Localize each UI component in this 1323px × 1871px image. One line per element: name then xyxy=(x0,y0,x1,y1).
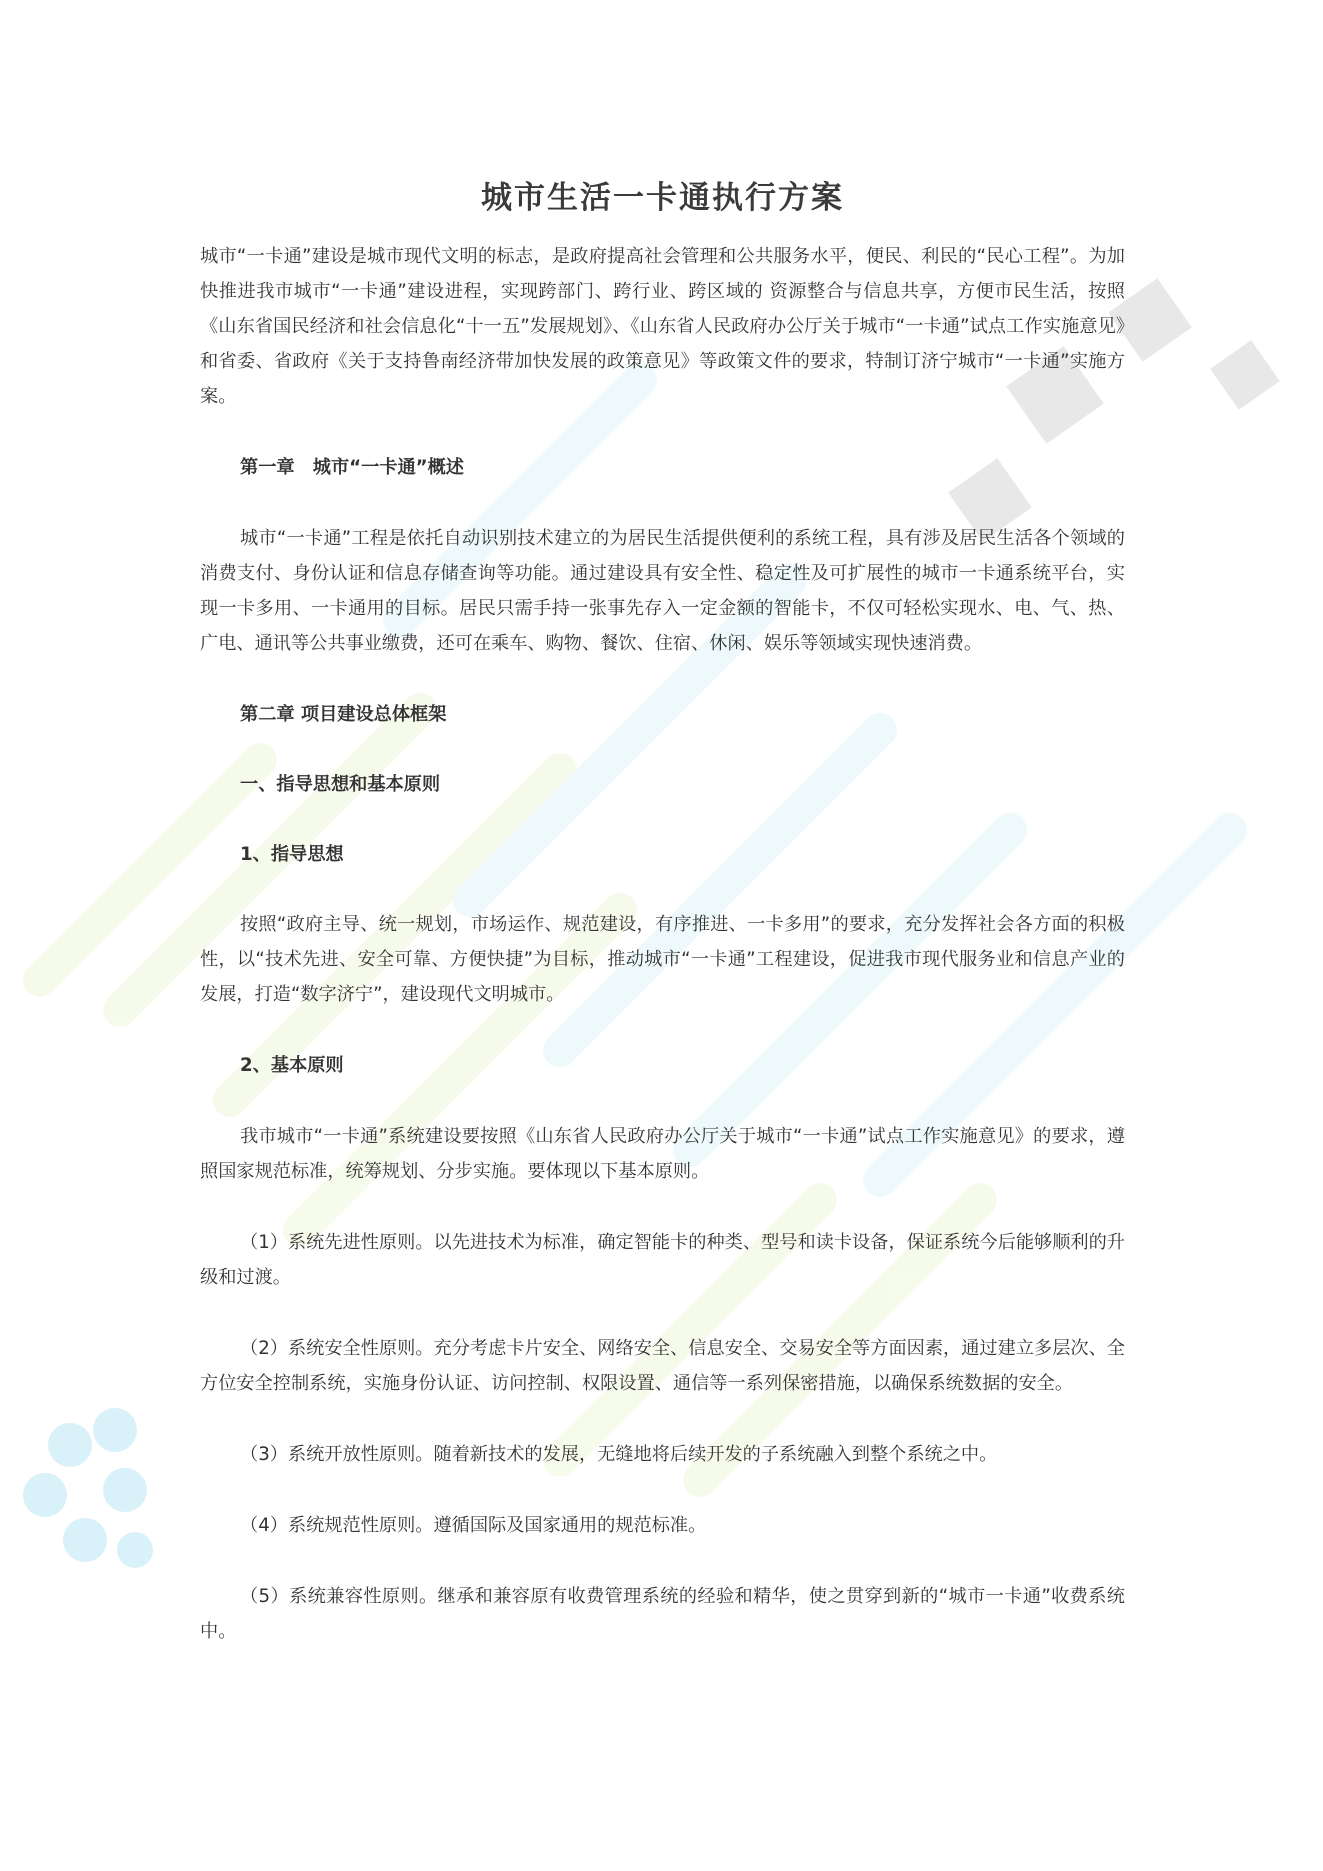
chapter-1-heading: 第一章 城市“一卡通”概述 xyxy=(240,457,464,478)
basic-principles-paragraph: 我市城市“一卡通”系统建设要按照《山东省人民政府办公厅关于城市“一卡通”试点工作实施意见》的要求，遵照国家规范标准，统筹规划、分步实施。要体现以下基本原则。 xyxy=(200,1126,1125,1182)
chapter-1-paragraph: 城市“一卡通”工程是依托自动识别技术建立的为居民生活提供便利的系统工程，具有涉及居民生活各个领域的消费支付、身份认证和信息存储查询等功能。通过建设具有安全性、稳定性及可扩展性的城市一卡通系统平台，实现一卡多用、一卡通用的目标。居民只需手持一张事先存入一定金额的智能卡，不仅可轻松实现水、电、气、热、广电、通讯等公共事业缴费，还可在乘车、购物、餐饮、住宿、休闲、娱乐等领域实现快速消费。 xyxy=(200,528,1125,654)
flower-logo-icon xyxy=(23,1408,153,1568)
principle-item-1: （1）系统先进性原则。以先进技术为标准，确定智能卡的种类、型号和读卡设备，保证系统今后能够顺利的升级和过渡。 xyxy=(200,1232,1125,1288)
guiding-principle-paragraph: 按照“政府主导、统一规划，市场运作、规范建设，有序推进、一卡多用”的要求，充分发挥社会各方面的积极性，以“技术先进、安全可靠、方便快捷”为目标，推动城市“一卡通”工程建设，促进我市现代服务业和信息产业的发展，打造“数字济宁”，建设现代文明城市。 xyxy=(200,914,1125,1005)
principle-item-4: （4）系统规范性原则。遵循国际及国家通用的规范标准。 xyxy=(240,1515,707,1536)
section-1-heading: 一、指导思想和基本原则 xyxy=(240,774,441,795)
document-title: 城市生活一卡通执行方案 xyxy=(481,180,844,216)
chapter-2-heading: 第二章 项目建设总体框架 xyxy=(240,704,447,725)
principle-item-5: （5）系统兼容性原则。继承和兼容原有收费管理系统的经验和精华，使之贯穿到新的“城市一卡通”收费系统中。 xyxy=(200,1586,1125,1642)
intro-paragraph: 城市“一卡通”建设是城市现代文明的标志，是政府提高社会管理和公共服务水平，便民、利民的“民心工程”。为加快推进我市城市“一卡通”建设进程，实现跨部门、跨行业、跨区域的 资源整合与信息共享，方便市民生活，按照《山东省国民经济和社会信息化“十一五”发展规划》、《山东省人民政府办公厅关于城市“一卡通”试点工作实施意见》和省委、省政府《关于支持鲁南经济带加快发展的政策意见》等政策文件的要求，特制订济宁城市“一卡通”实施方案。 xyxy=(200,246,1125,407)
subsection-1-heading: 1、指导思想 xyxy=(240,844,344,865)
principle-item-2: （2）系统安全性原则。充分考虑卡片安全、网络安全、信息安全、交易安全等方面因素，通过建立多层次、全方位安全控制系统，实施身份认证、访问控制、权限设置、通信等一系列保密措施，以确保系统数据的安全。 xyxy=(200,1338,1125,1394)
subsection-2-heading: 2、基本原则 xyxy=(240,1055,344,1076)
principle-item-3: （3）系统开放性原则。随着新技术的发展，无缝地将后续开发的子系统融入到整个系统之中。 xyxy=(240,1444,998,1465)
document-body xyxy=(200,172,1125,1649)
